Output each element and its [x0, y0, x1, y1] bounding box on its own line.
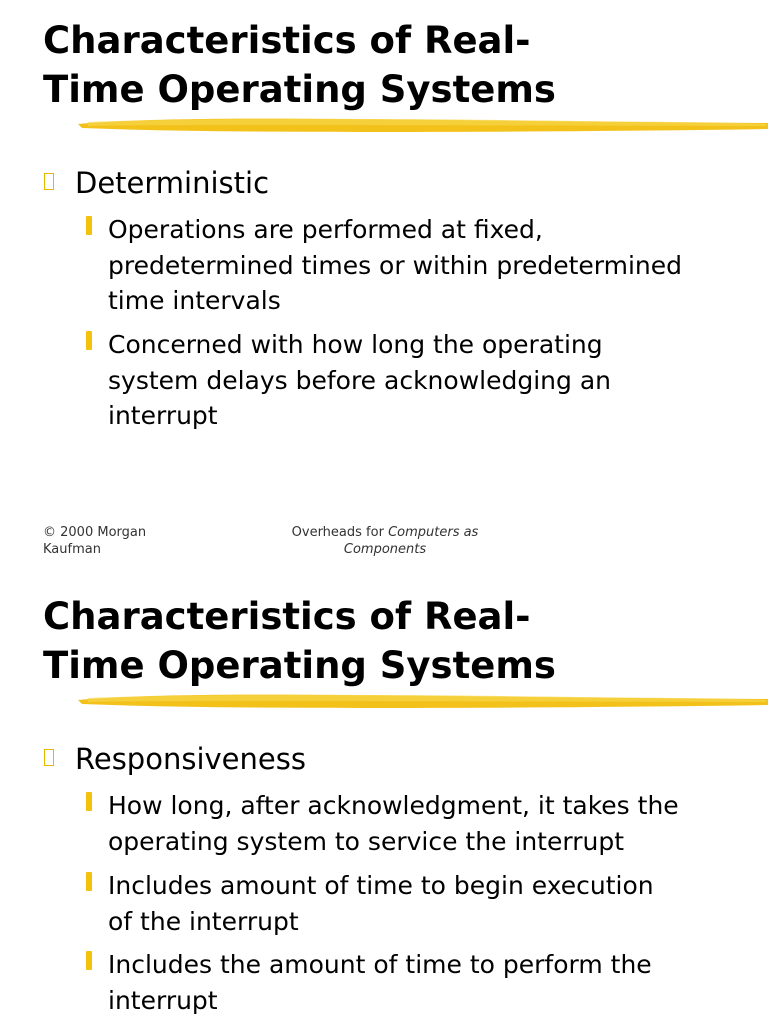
- text-line: system delays before acknowledging an: [108, 365, 611, 395]
- sub-bullet-text: [108, 947, 652, 1018]
- yellow-brush-underline: [78, 110, 768, 140]
- slide-2: [0, 578, 768, 1024]
- title-line: Time Operating Systems: [43, 68, 556, 111]
- title-line: Characteristics of Real-: [43, 19, 531, 62]
- sub-bullet-text: [108, 868, 654, 939]
- footer-copyright: [43, 524, 146, 558]
- bullet-bar-icon: [86, 216, 92, 235]
- text-line: operating system to service the interrupt: [108, 826, 625, 856]
- text-line: time intervals: [108, 286, 281, 315]
- footer-line: Kaufman: [43, 542, 101, 557]
- footer-line: Components: [343, 542, 427, 557]
- bullet-bar-icon: [86, 951, 92, 970]
- title-line: Time Operating Systems: [43, 644, 556, 687]
- bullet-text: Deterministic: [75, 166, 270, 200]
- yellow-brush-underline: [78, 686, 768, 716]
- text-line: of the interrupt: [108, 906, 299, 936]
- sub-bullet-text: [108, 788, 679, 859]
- bullet-text: Responsiveness: [75, 742, 306, 776]
- text-line: predetermined times or within predetermined: [108, 250, 682, 280]
- bullet-bar-icon: [86, 872, 92, 891]
- sub-bullet-text: [108, 212, 682, 319]
- bullet-box-icon: [44, 749, 54, 766]
- footer-course: [250, 524, 520, 558]
- footer-line: Overheads for Computers as: [291, 525, 479, 540]
- sub-bullet-text: [108, 327, 611, 434]
- text-line: Includes amount of time to begin execution: [108, 871, 654, 900]
- slide-footer: [0, 524, 768, 564]
- text-line: interrupt: [108, 985, 218, 1015]
- text-line: Includes the amount of time to perform the: [108, 950, 652, 979]
- slide-title: [43, 592, 743, 690]
- title-line: Characteristics of Real-: [43, 595, 531, 638]
- text-line: Operations are performed at fixed,: [108, 215, 543, 244]
- slide-title: [43, 16, 743, 114]
- bullet-bar-icon: [86, 792, 92, 811]
- text-line: interrupt: [108, 401, 218, 430]
- bullet-bar-icon: [86, 331, 92, 350]
- text-line: How long, after acknowledgment, it takes the: [108, 791, 679, 820]
- bullet-box-icon: [44, 173, 54, 190]
- footer-line: © 2000 Morgan: [43, 525, 147, 540]
- text-line: Concerned with how long the operating: [108, 330, 603, 359]
